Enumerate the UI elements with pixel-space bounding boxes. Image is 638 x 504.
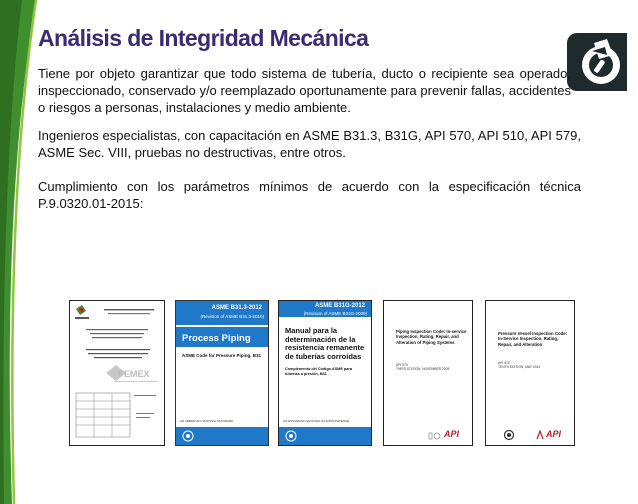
pemex-spec-thumbnail[interactable] — [69, 300, 165, 446]
asme-b313-title: Process Piping — [182, 333, 251, 344]
asme-b313-subtitle: ASME Code for Pressure Piping, B31 — [182, 353, 262, 358]
b31g-title: Manual para la determinación de la resistencia remanente de tuberías corroídas — [285, 326, 365, 361]
objective-paragraph: Tiene por objeto garantizar que todo sistema de tubería, ducto o recipiente sea operado, inspeccionado, conservado y/o reemplazado oportunamente para prevenir fallas, accidentes o riesgos a personas, instalaciones y medio ambiente. — [38, 66, 571, 115]
api570-logo: API — [444, 429, 460, 439]
b31g-code: ASME B31G-2012 — [314, 303, 365, 309]
company-logo — [567, 33, 627, 91]
api570-title: Piping Inspection Code: In-service Inspection, Rating, Repair, and Alteration of Piping Systems — [396, 329, 467, 345]
slide-title: Análisis de Integridad Mecánica — [38, 25, 369, 51]
pemex-document-page — [70, 301, 165, 446]
b31g-footer: UN ESTÁNDAR NACIONAL ESTADOUNIDENSE — [283, 419, 350, 423]
b31g-revision: (Revision of ASME B31G-2009) — [303, 311, 367, 316]
api-510-thumbnail[interactable] — [485, 300, 575, 446]
api-monogram-icon — [502, 429, 516, 441]
asme-b313-code: ASME B31.3-2012 — [211, 305, 262, 311]
engineers-paragraph: Ingenieros especialistas, con capacitación en ASME B31.3, B31G, API 570, API 510, API 579, ASME Sec. VIII, pruebas no destructivas, entre otros. — [38, 128, 581, 160]
asme-footer-band — [176, 427, 268, 445]
b31g-footer-band — [279, 427, 371, 445]
asme-b313-footer: AN AMERICAN NATIONAL STANDARD — [180, 419, 234, 423]
compliance-paragraph: Cumplimiento con los parámetros mínimos de acuerdo con la especificación técnica P.9.0320.01-2015: — [38, 179, 581, 211]
b31g-subtitle: Complemento del Código ASME para tuberías a presión, B31 — [285, 367, 352, 376]
logo-mark-icon — [567, 33, 627, 91]
api510-logo: API — [546, 429, 562, 439]
asme-b31-3-thumbnail[interactable] — [175, 300, 269, 446]
api510-edition: API 510 TENTH EDITION, MAY 2014 — [498, 361, 541, 370]
left-accent-swoosh — [0, 0, 40, 504]
api-570-thumbnail[interactable] — [383, 300, 473, 446]
api510-title: Pressure Vessel Inspection Code: In-Service Inspection, Rating, Repair, and Alteration — [498, 331, 568, 347]
api-monogram-icon — [428, 431, 442, 441]
asme-b313-revision: (Revision of ASME B31.3-2010) — [200, 314, 264, 319]
api570-edition: API 570 THIRD EDITION, NOVEMBER 2009 — [396, 363, 450, 372]
api-mark-icon — [536, 430, 544, 440]
asme-b31g-thumbnail[interactable] — [278, 300, 372, 446]
pemex-watermark: PEMEX — [118, 369, 150, 379]
asme-logo-icon — [282, 427, 302, 445]
asme-logo-icon — [179, 427, 199, 445]
